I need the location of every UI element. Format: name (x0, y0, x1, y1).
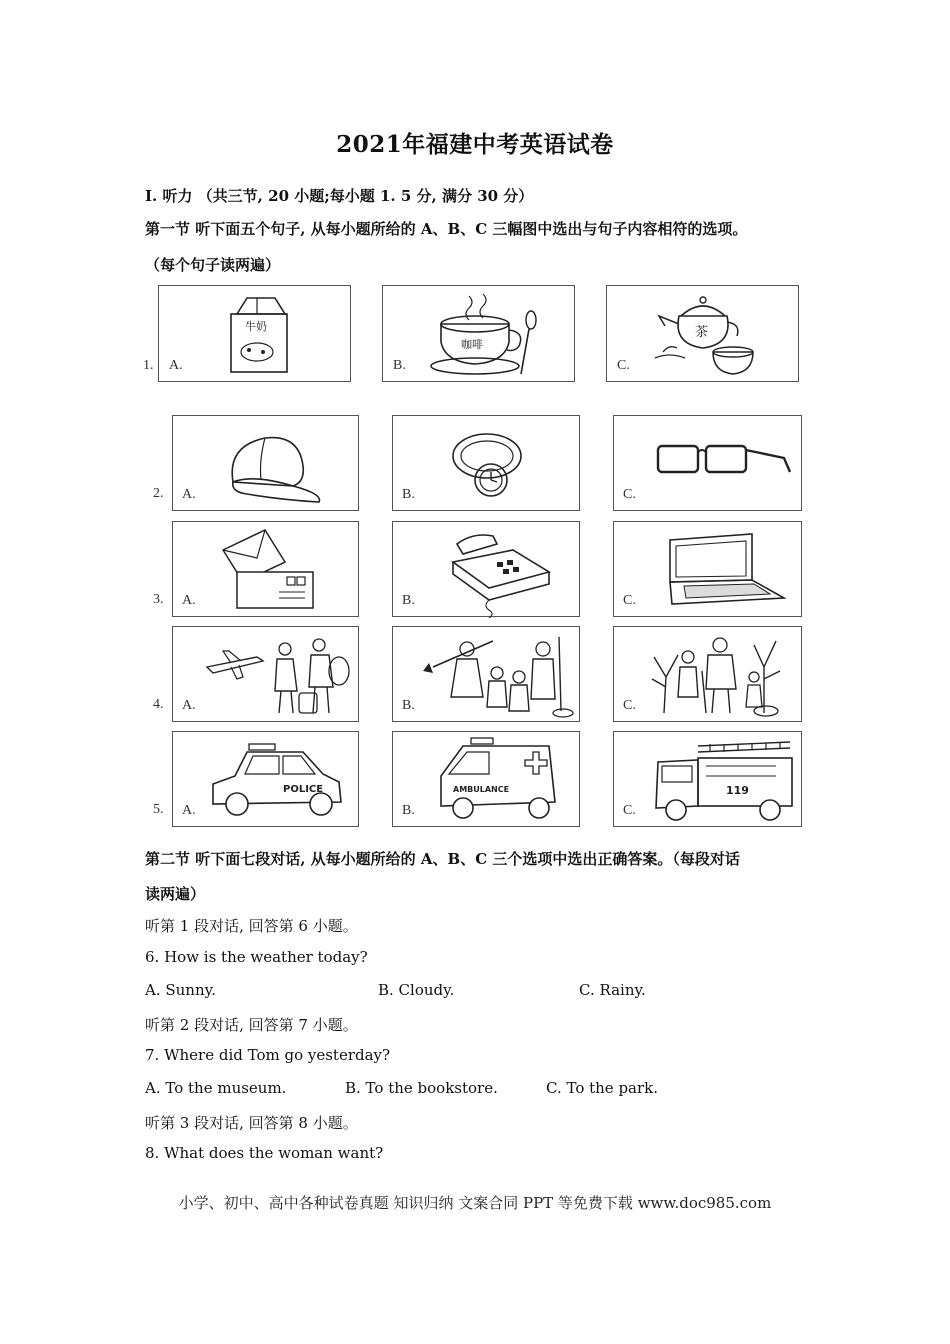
dialogue-1-intro: 听第 1 段对话, 回答第 6 小题。 (145, 917, 358, 935)
q2-option-a-letter: A. (182, 487, 196, 502)
q3-option-a-letter: A. (182, 593, 196, 608)
q6-option-b: B. Cloudy. (378, 981, 455, 999)
q1-option-a-letter: A. (169, 358, 183, 373)
question-number-3: 3. (153, 592, 164, 607)
question-number-5: 5. (153, 802, 164, 817)
page-title: 2021年福建中考英语试卷 (336, 131, 614, 158)
q3-option-b-letter: B. (402, 593, 415, 608)
ambulance-icon (393, 732, 581, 828)
q4-option-c-picture (613, 626, 802, 722)
police-car-icon (173, 732, 360, 828)
section1-instruction: 第一节 听下面五个句子, 从每小题所给的 A、B、C 三幅图中选出与句子内容相符的选项。 (145, 220, 748, 238)
dialogue-3-intro: 听第 3 段对话, 回答第 8 小题。 (145, 1114, 358, 1132)
letters-icon (173, 522, 360, 618)
cleaning-icon (393, 627, 581, 723)
milk-carton-icon (159, 286, 352, 383)
q2-option-b-letter: B. (402, 487, 415, 502)
q6-option-c: C. Rainy. (579, 981, 646, 999)
q1-option-c-letter: C. (617, 358, 630, 373)
q4-option-a-picture (172, 626, 359, 722)
cap-icon (173, 416, 360, 512)
section2-instruction: 第二节 听下面七段对话, 从每小题所给的 A、B、C 三个选项中选出正确答案。（每段对话 (145, 850, 740, 868)
q4-option-b-letter: B. (402, 698, 415, 713)
laptop-icon (614, 522, 803, 618)
q1-option-b-picture (382, 285, 575, 382)
question-number-2: 2. (153, 486, 164, 501)
q1-option-a-picture (158, 285, 351, 382)
q4-option-b-picture (392, 626, 580, 722)
q4-option-c-letter: C. (623, 698, 636, 713)
q5-option-c-picture (613, 731, 802, 827)
ambulance-caption: AMBULANCE (453, 785, 510, 794)
q1-option-c-picture (606, 285, 799, 382)
q3-option-a-picture (172, 521, 359, 617)
coffee-cup-icon (383, 286, 576, 383)
q5-option-a-picture (172, 731, 359, 827)
q3-option-c-picture (613, 521, 802, 617)
q5-option-c-letter: C. (623, 803, 636, 818)
teapot-icon (607, 286, 800, 383)
q4-option-a-letter: A. (182, 698, 196, 713)
q5-option-b-picture (392, 731, 580, 827)
q5-option-b-letter: B. (402, 803, 415, 818)
coffee-caption: 咖啡 (461, 338, 483, 351)
fire-truck-icon (614, 732, 803, 828)
tree-planting-icon (614, 627, 803, 723)
question-6: 6. How is the weather today? (145, 948, 368, 966)
question-7: 7. Where did Tom go yesterday? (145, 1046, 391, 1064)
section1-note: （每个句子读两遍） (145, 256, 281, 274)
q3-option-c-letter: C. (623, 593, 636, 608)
question-number-1: 1. (143, 358, 154, 373)
q2-option-a-picture (172, 415, 359, 511)
tea-caption: 茶 (695, 325, 709, 340)
question-8: 8. What does the woman want? (145, 1144, 384, 1162)
q2-option-c-picture (613, 415, 802, 511)
telephone-icon (393, 522, 581, 618)
milk-caption: 牛奶 (245, 320, 267, 333)
police-caption: POLICE (283, 784, 324, 795)
q5-option-a-letter: A. (182, 803, 196, 818)
watch-icon (393, 416, 581, 512)
question-number-4: 4. (153, 697, 164, 712)
q2-option-c-letter: C. (623, 487, 636, 502)
dialogue-2-intro: 听第 2 段对话, 回答第 7 小题。 (145, 1016, 358, 1034)
q7-option-c: C. To the park. (546, 1079, 659, 1097)
q7-option-b: B. To the bookstore. (345, 1079, 498, 1097)
section2-instruction-cont: 读两遍） (145, 885, 206, 903)
glasses-icon (614, 416, 803, 512)
part1-heading: I. 听力 （共三节, 20 小题;每小题 1. 5 分, 满分 30 分） (145, 187, 534, 205)
fire-truck-caption: 119 (726, 784, 749, 797)
page-footer: 小学、初中、高中各种试卷真题 知识归纳 文案合同 PPT 等免费下载 www.doc985.com (178, 1194, 772, 1212)
q2-option-b-picture (392, 415, 580, 511)
q3-option-b-picture (392, 521, 580, 617)
q1-option-b-letter: B. (393, 358, 406, 373)
q7-option-a: A. To the museum. (145, 1079, 287, 1097)
travel-icon (173, 627, 360, 723)
q6-option-a: A. Sunny. (145, 981, 216, 999)
